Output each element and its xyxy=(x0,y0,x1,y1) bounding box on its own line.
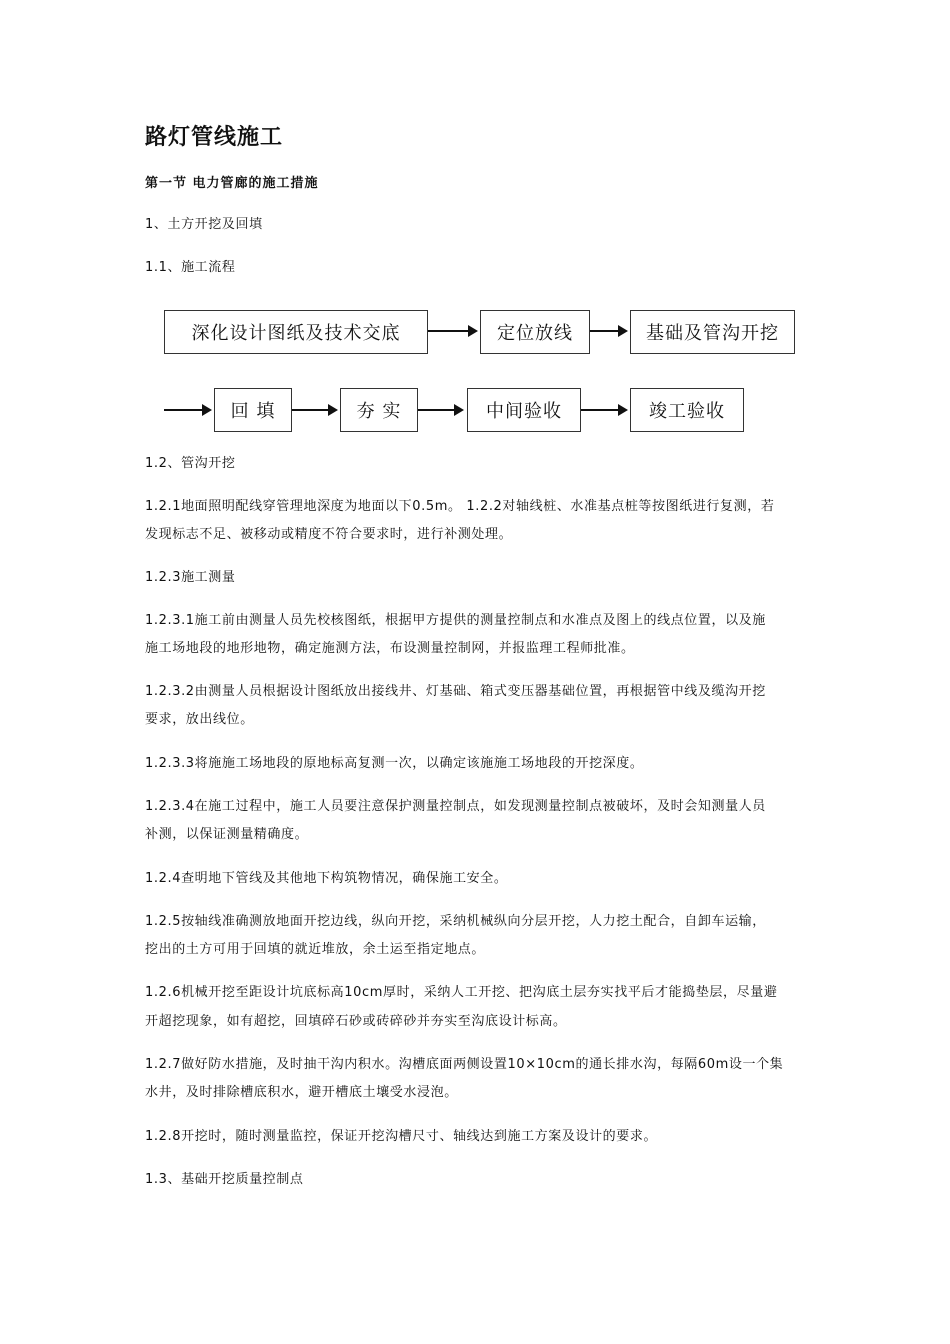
flow-step-excavation: 基础及管沟开挖 xyxy=(630,310,795,354)
paragraph-line: 1.2.1地面照明配线穿管理地深度为地面以下0.5m。 1.2.2对轴线桩、水准基点桩等按图纸进行复测，若 xyxy=(145,499,775,514)
paragraph-line: 1.2.4查明地下管线及其他地下构筑物情况，确保施工安全。 xyxy=(145,871,508,886)
paragraph-line: 1.2.3.2由测量人员根据设计图纸放出接线井、灯基础、箱式变压器基础位置，再根据管中线及缆沟开挖 xyxy=(145,684,766,699)
paragraph-line: 1.2.8开挖时，随时测量监控，保证开挖沟槽尺寸、轴线达到施工方案及设计的要求。 xyxy=(145,1129,658,1144)
flow-step-compaction: 夯 实 xyxy=(340,388,418,432)
flow-arrow xyxy=(590,330,626,332)
paragraph-line: 水井，及时排除槽底积水，避开槽底土壤受水浸泡。 xyxy=(145,1085,458,1100)
paragraph-line: 补测，以保证测量精确度。 xyxy=(145,827,309,842)
flow-arrow xyxy=(164,409,210,411)
paragraph-line: 开超挖现象，如有超挖，回填碎石砂或砖碎砂并夯实至沟底设计标高。 xyxy=(145,1014,567,1029)
paragraph-line: 挖出的土方可用于回填的就近堆放，余土运至指定地点。 xyxy=(145,942,486,957)
paragraph-line: 1.2.5按轴线准确测放地面开挖边线，纵向开挖，采纳机械纵向分层开挖，人力挖土配合，自卸车运输， xyxy=(145,914,766,929)
flow-arrow xyxy=(418,409,462,411)
paragraph-line: 要求，放出线位。 xyxy=(145,712,254,727)
flow-arrow xyxy=(292,409,336,411)
heading-1: 1、土方开挖及回填 xyxy=(145,217,263,232)
paragraph-line: 施工场地段的地形地物，确定施测方法，布设测量控制网，并报监理工程师批准。 xyxy=(145,641,635,656)
doc-title: 路灯管线施工 xyxy=(145,124,284,150)
paragraph-line: 1.2.7做好防水措施，及时抽干沟内积水。沟槽底面两侧设置10×10cm的通长排水沟，每隔60m设一个集 xyxy=(145,1057,784,1072)
heading-1-2-3: 1.2.3施工测量 xyxy=(145,570,236,585)
paragraph-line: 1.2.3.3将施施工场地段的原地标高复测一次，以确定该施施工场地段的开挖深度。 xyxy=(145,756,644,771)
heading-1-3: 1.3、基础开挖质量控制点 xyxy=(145,1172,304,1187)
paragraph-line: 发现标志不足、被移动或精度不符合要求时，进行补测处理。 xyxy=(145,527,513,542)
flow-arrow xyxy=(581,409,626,411)
flow-step-design-disclosure: 深化设计图纸及技术交底 xyxy=(164,310,428,354)
paragraph-line: 1.2.6机械开挖至距设计坑底标高10cm厚时，采纳人工开挖、把沟底土层夯实找平后才能捣垫层，尽量避 xyxy=(145,985,778,1000)
section-heading: 第一节 电力管廊的施工措施 xyxy=(145,176,319,191)
flow-arrow xyxy=(428,330,476,332)
heading-1-2: 1.2、管沟开挖 xyxy=(145,456,236,471)
flow-step-final-acceptance: 竣工验收 xyxy=(630,388,744,432)
flow-step-backfill: 回 填 xyxy=(214,388,292,432)
flow-step-interim-acceptance: 中间验收 xyxy=(467,388,581,432)
flow-step-positioning: 定位放线 xyxy=(480,310,590,354)
heading-1-1: 1.1、施工流程 xyxy=(145,260,236,275)
paragraph-line: 1.2.3.1施工前由测量人员先校核图纸，根据甲方提供的测量控制点和水准点及图上的线点位置，以及施 xyxy=(145,613,766,628)
paragraph-line: 1.2.3.4在施工过程中，施工人员要注意保护测量控制点，如发现测量控制点被破坏，及时会知测量人员 xyxy=(145,799,766,814)
